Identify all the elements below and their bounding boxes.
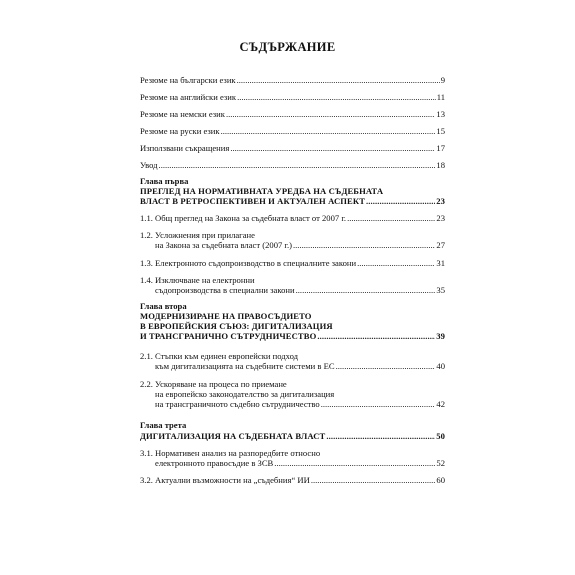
toc-section-2-2[interactable]: 2.2. Ускоряване на процеса по приемане на европейско законодателство за дигитализация на трансграничното съдебно сътрудничество ..... 42 (140, 379, 445, 409)
toc-entry-introduction[interactable] (140, 160, 445, 170)
toc-entry-summary-de[interactable] (140, 109, 445, 119)
chapter-label: Глава втора (140, 301, 187, 311)
entry-page: 35 (436, 285, 445, 295)
entry-page: 13 (436, 109, 445, 119)
chapter-label: Глава първа (140, 176, 189, 186)
entry-page: 17 (436, 143, 445, 153)
entry-page: 11 (436, 92, 445, 102)
entry-page: 39 (436, 331, 445, 341)
toc-entry-summary-bg[interactable] (140, 75, 445, 85)
toc-entry-summary-ru[interactable] (140, 126, 445, 136)
toc-section-3-2[interactable]: 3.2. Актуални възможности на „съдебния“ ИИ ..... 60 (140, 475, 445, 485)
toc-entry-summary-en[interactable] (140, 92, 445, 102)
toc-entry-abbreviations[interactable] (140, 143, 445, 153)
toc-chapter-3-heading[interactable]: ДИГИТАЛИЗАЦИЯ НА СЪДЕБНАТА ВЛАСТ ..... 50 (140, 431, 445, 441)
entry-page: 50 (436, 431, 445, 441)
entry-text: Резюме на български език (140, 75, 236, 85)
entry-page: 23 (436, 213, 445, 223)
entry-text: Резюме на английски език (140, 92, 237, 102)
entry-page: 42 (436, 399, 445, 409)
toc-section-1-3[interactable]: 1.3. Електронното съдопроизводство в специалните закони ..... 31 (140, 258, 445, 268)
toc-chapter-2-heading[interactable]: МОДЕРНИЗИРАНЕ НА ПРАВОСЪДИЕТО В ЕВРОПЕЙСКИЯ СЪЮЗ: ДИГИТАЛИЗАЦИЯ И ТРАНСГРАНИЧНО СЪТРУДНИЧЕСТВО ..... 39 (140, 311, 445, 341)
entry-page: 31 (436, 258, 445, 268)
toc-section-1-4[interactable]: 1.4. Изключване на електронни съдопроизводства в специални закони ..... 35 (140, 275, 445, 295)
entry-text: Резюме на руски език (140, 126, 220, 136)
entry-page: 52 (436, 458, 445, 468)
toc-section-1-1[interactable]: 1.1. Общ преглед на Закона за съдебната власт от 2007 г. ..... 23 (140, 213, 445, 223)
entry-page: 18 (436, 160, 445, 170)
entry-page: 60 (436, 475, 445, 485)
entry-page: 27 (436, 240, 445, 250)
entry-page: 15 (436, 126, 445, 136)
entry-page: 40 (436, 361, 445, 371)
entry-text: Резюме на немски език (140, 109, 225, 119)
entry-text: Увод (140, 160, 158, 170)
toc-section-2-1[interactable]: 2.1. Стъпки към единен европейски подход към дигитализацията на съдебните системи в ЕС ..... 40 (140, 351, 445, 371)
page-title: СЪДЪРЖАНИЕ (239, 40, 336, 54)
entry-text: Използвани съкращения (140, 143, 230, 153)
toc-section-3-1[interactable]: 3.1. Нормативен анализ на разпоредбите относно електронното правосъдие в ЗСВ ..... 52 (140, 448, 445, 468)
entry-page: 9 (440, 75, 445, 85)
toc-chapter-1-heading[interactable]: ПРЕГЛЕД НА НОРМАТИВНАТА УРЕДБА НА СЪДЕБНАТА ВЛАСТ В РЕТРОСПЕКТИВЕН И АКТУАЛЕН АСПЕКТ ..... 23 (140, 186, 445, 206)
entry-page: 23 (436, 196, 445, 206)
toc-section-1-2[interactable]: 1.2. Усложнения при прилагане на Закона за съдебната власт (2007 г.) ..... 27 (140, 230, 445, 250)
chapter-label: Глава трета (140, 420, 187, 430)
